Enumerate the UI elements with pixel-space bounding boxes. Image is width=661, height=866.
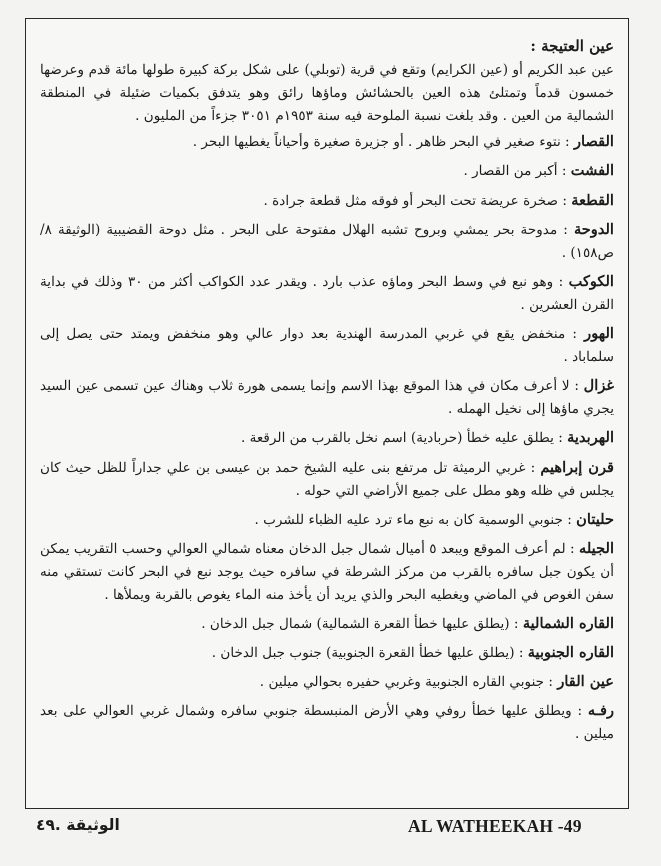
glossary-definition: : جنوبي القاره الجنوبية وغربي حفيره بحوالي ميلين . [259, 674, 553, 691]
glossary-definition: : جنوبي الوسمية كان به نبع ماء ترد عليه الظباء للشرب . [254, 511, 572, 528]
glossary-term: الهربدية [567, 429, 614, 447]
glossary-entry [40, 641, 614, 665]
glossary-term: القاره الجنوبية [527, 644, 614, 662]
document-body [40, 35, 614, 752]
glossary-term: الكوكب [568, 272, 614, 290]
glossary-entry [40, 426, 614, 450]
glossary-term: الفشت [570, 162, 614, 180]
glossary-definition: : صخرة عريضة تحت البحر أو فوقه مثل قطعة جرادة . [263, 192, 567, 209]
glossary-entry [40, 189, 614, 213]
glossary-term: القصار [573, 133, 614, 151]
footer-journal-title-arabic: الوثيقة .٤٩ [36, 816, 120, 834]
glossary-entry [40, 322, 614, 369]
glossary-entry [40, 159, 614, 183]
glossary-entry [40, 270, 614, 317]
glossary-definition: : وهو نبع في وسط البحر وماؤه عذب بارد . ويقدر عدد الكواكب أكثر من ٣٠ وذلك في بداية القرن العشرين . [40, 273, 614, 313]
glossary-term: الدوحة [573, 220, 614, 238]
glossary-definition: : ويطلق عليها خطأ روفي وهي الأرض المنبسطة جنوبي سافره وشمال غربي العوالي على بعد ميلين . [40, 703, 614, 743]
glossary-definition: : لا أعرف مكان في هذا الموقع بهذا الاسم وإنما يسمى هورة ثلاب وهناك عين تسمى عين السيد يجري ماؤها إلى نخيل الهمله . [40, 378, 614, 418]
page-footer [0, 816, 661, 846]
glossary-definition: : (يطلق عليها خطأ القعرة الجنوبية) جنوب جبل الدخان . [211, 645, 524, 662]
glossary-term: القطعة [571, 191, 614, 209]
glossary-entry [40, 508, 614, 532]
page-frame [25, 18, 629, 809]
glossary-definition: : منخفض يقع في غربي المدرسة الهندية بعد دوار عالي وهو منخفض ويمتد حتى يصل إلى سلماباد . [40, 326, 614, 366]
glossary-entry [40, 612, 614, 636]
glossary-entry [40, 130, 614, 154]
glossary-definition: : غربي الرميثة تل مرتفع بنى عليه الشيخ حمد بن عيسى بن علي جداراً للظل حيث كان يجلس في ظله وهو مطل على جميع الأراضي التي حوله . [40, 459, 614, 499]
glossary-definition: : مدوحة بحر يمشي وبروح تشبه الهلال مفتوحة على البحر . مثل دوحة القضيبية (الوثيقة ٨/ ص١٥٨) . [40, 221, 614, 261]
glossary-definition: : (يطلق عليها خطأ القعرة الشمالية) شمال جبل الدخان . [201, 616, 519, 633]
glossary-term: غزال [583, 377, 614, 395]
glossary-term: قرن إبراهيم [540, 458, 614, 476]
glossary-entry [40, 374, 614, 421]
section-heading: عين العتيجة : [530, 37, 614, 55]
glossary-list [40, 130, 614, 746]
glossary-term: الجيله [579, 539, 615, 557]
glossary-term: حليتان [576, 510, 614, 528]
glossary-entry [40, 456, 614, 503]
glossary-definition: : يطلق عليه خطأ (حربادية) اسم نخل بالقرب من الرقعة . [240, 430, 563, 447]
glossary-term: القاره الشمالية [522, 615, 614, 633]
glossary-term: عين القار [557, 673, 614, 691]
glossary-entry [40, 218, 614, 265]
glossary-term: الهور [584, 325, 614, 343]
glossary-entry [40, 670, 614, 694]
glossary-term: رفـه [587, 702, 615, 720]
glossary-entry [40, 537, 614, 607]
glossary-entry [40, 699, 614, 746]
glossary-definition: : نتوء صغير في البحر ظاهر . أو جزيرة صغيرة وأحياناً يغطيها البحر . [192, 134, 570, 151]
glossary-definition: : أكبر من القصار . [463, 163, 567, 180]
glossary-definition: : لم أعرف الموقع ويبعد ٥ أميال شمال جبل الدخان معناه شمالي العوالي وحسب التقريب يمكن أن يكون جبل سافره بالقرب من مركز الشرطة في سافره حيث يوجد نبع في البحر كانت تستقي منه سفن الغوص في الماضي ويغطيه البحر والذي يريد أن يأخذ منه الماء يغوص بالقربة ويملأها . [40, 540, 614, 603]
footer-journal-title: AL WATHEEKAH -49 [408, 816, 582, 836]
intro-paragraph: عين عبد الكريم أو (عين الكرايم) وتقع في قرية (توبلي) على شكل بركة كبيرة طولها مائة قدم وعرضها خمسون قدماً وتمتلئ هذه العين بالحشائش وماؤها رائق وهو يتدفق بكميات ضئيلة في المنطقة الشمالية من العين . وقد بلغت نسبة الملوحة فيه سنة ١٩٥٣م ٣٠٥١ جزءاً من المليون . [40, 62, 614, 125]
